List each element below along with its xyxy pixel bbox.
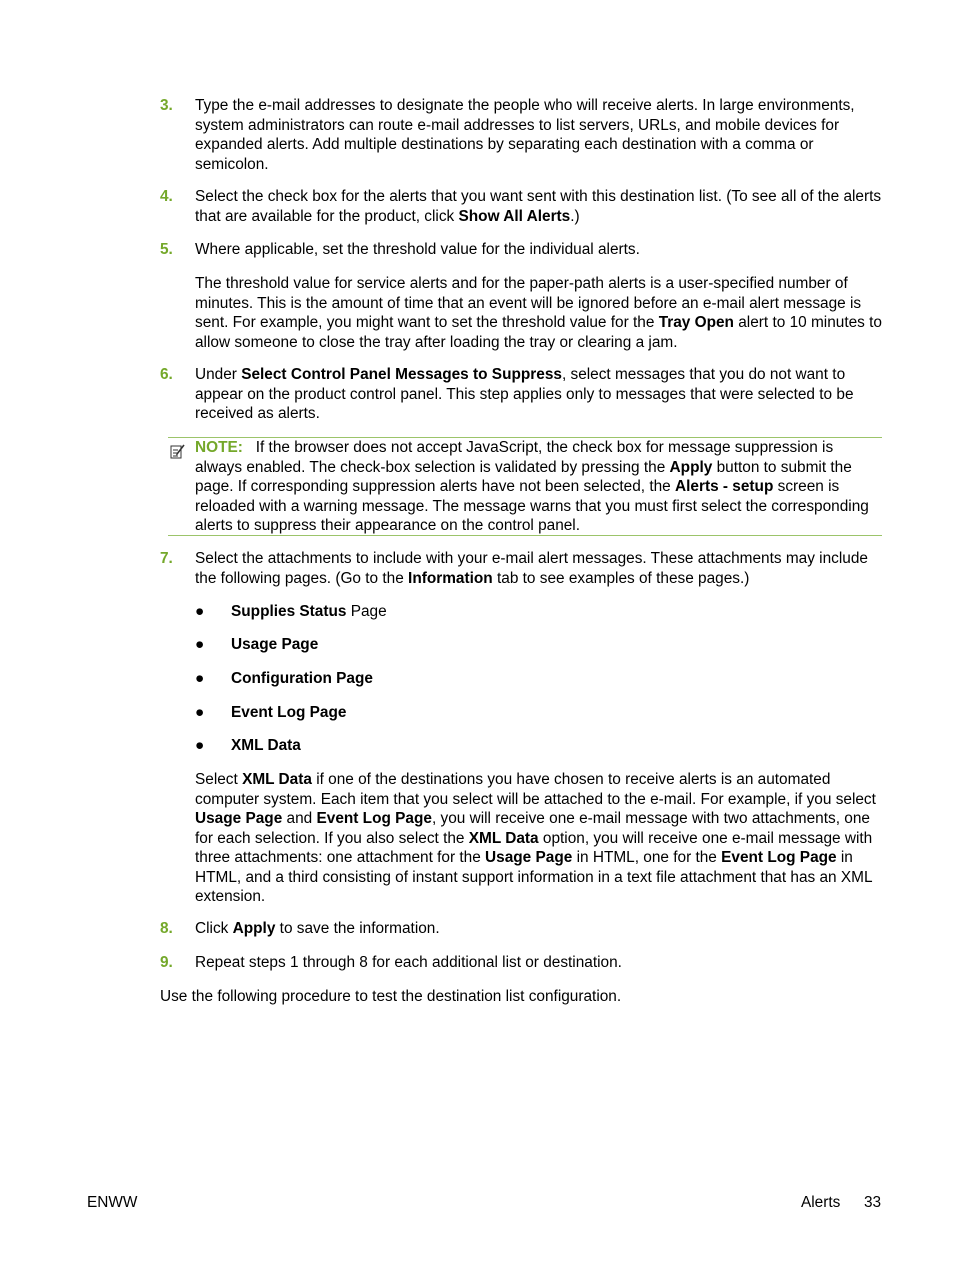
- bullet-glyph: ●: [195, 636, 205, 653]
- bullet-glyph: ●: [195, 670, 205, 687]
- step-text: Repeat steps 1 through 8 for each additional list or destination.: [195, 954, 622, 971]
- closing-paragraph: Use the following procedure to test the destination list configuration.: [160, 988, 622, 1005]
- step-text: Type the e-mail addresses to designate the people who will receive alerts. In large environments, system administrators can route e-mail addresses to list servers, URLs, and mobile devices for expanded alerts. Add multiple destinations by separating each destination with a comma or semicolon.: [195, 97, 855, 173]
- threshold-paragraph: The threshold value for service alerts and for the paper-path alerts is a user-specified number of minutes. This is the amount of time that an event will be ignored before an e-mail alert message is sent. For example, you might want to set the threshold value for the Tray Open alert to 10 minutes to allow someone to close the tray after loading the tray or clearing a jam.: [195, 275, 882, 351]
- attachments-paragraph: Select XML Data if one of the destinations you have chosen to receive alerts is an automated computer system. Each item that you select will be attached to the e-mail. For example, if you select Usage Page and Event Log Page, you will receive one e-mail message with two attachments, one for each selection. If you also select the XML Data option, you will receive one e-mail message with three attachments: one attachment for the Usage Page in HTML, one for the Event Log Page in HTML, and a third consisting of instant support information in a text file attachment that has an XML extension.: [195, 771, 876, 905]
- step-number: 7.: [160, 550, 173, 567]
- step-text: Under Select Control Panel Messages to Suppress, select messages that you do not want to appear on the product control panel. This step applies only to messages that were selected to be received as alerts.: [195, 366, 854, 422]
- step-number: 8.: [160, 920, 173, 937]
- step-number: 6.: [160, 366, 173, 383]
- ui-label-apply: Apply: [232, 920, 276, 937]
- bullet-glyph: ●: [195, 603, 205, 620]
- page-number: 33: [864, 1194, 882, 1211]
- note-text: NOTE: If the browser does not accept JavaScript, the check box for message suppression is always enabled. The check-box selection is validated by pressing the Apply button to submit the page. If corresponding suppression alerts have not been selected, the Alerts - setup screen is reloaded with a warning message. The message warns that you must first select the corresponding alerts to suppress their appearance on the control panel.: [195, 439, 869, 534]
- note-pencil-icon: [170, 443, 186, 459]
- step-number: 9.: [160, 954, 173, 971]
- step-text: Select the check box for the alerts that you want sent with this destination list. (To see all of the alerts that are available for the product, click Show All Alerts.): [195, 188, 882, 225]
- step-text: Where applicable, set the threshold value for the individual alerts.: [195, 241, 640, 258]
- note-box: [168, 437, 882, 536]
- footer-left: ENWW: [87, 1194, 138, 1211]
- ui-label-show-all-alerts: Show All Alerts: [458, 207, 571, 225]
- step-text: Click Apply to save the information.: [195, 920, 440, 937]
- step-number: 3.: [160, 97, 173, 114]
- bullet-glyph: ●: [195, 704, 205, 721]
- note-label: NOTE:: [195, 439, 243, 456]
- document-page: 3. Type the e-mail addresses to designate the people who will receive alerts. In large environments, system administrators can route e-mail addresses to list servers, URLs, and mobile devices for expanded alerts. Add multiple destinations by separating each destination with a comma or semicolon. 4. Select the check box for the alerts that you want sent with this destination list. (To see all of the alerts that are available for the product, click Show All Alerts.) 5. Where applicable, set the threshold value for the individual alerts. The threshold value for service alerts and for the paper-path alerts is a user-specified number of minutes. This is the amount of time that an event will be ignored before an e-mail alert message is sent. For example, you might want to set the threshold value for the Tray Open alert to 10 minutes to allow someone to close the tray after loading the tray or clearing a jam. 6. Under Select Control Panel Messages to Suppress, select messages that you do not want to appear on the product control panel. This step applies only to messages that were selected to be received as alerts. NOTE: If the browser does not accept JavaScript, the check box for message suppression is always enabled. The check-box selection is validated by pressing the Apply button to submit the page. If corresponding suppression alerts have not been selected, the Alerts - setup screen is reloaded with a warning message. The message warns that you must first select the corresponding alerts to suppress their appearance on the control panel. 7. Select the attachments to include with your e-mail alert messages. These attachments may include the following pages. (Go to the Information tab to see examples of these pages.) ● Supplies Status Page ● Usage Page ● Configuration Page ● Event Log Page ● XML Data Select XML Data if one of the destinations you have chosen to receive alerts is an automated computer system. Each item that you select will be attached to the e-mail. For example, if you select Usage Page and Event Log Page, you will receive one e-mail message with two attachments, one for each selection. If you also select the XML Data option, you will receive one e-mail message with three attachments: one attachment for the Usage Page in HTML, one for the Event Log Page in HTML, and a third consisting of instant support information in a text file attachment that has an XML extension. 8. Click Apply to save the information. 9. Repeat steps 1 through 8 for each additional list or destination. Use the following procedure to test the destination list configuration. ENWW Alerts 33: [87, 97, 882, 1211]
- step-number: 4.: [160, 188, 173, 205]
- step-number: 5.: [160, 241, 173, 258]
- footer-section: Alerts: [801, 1194, 841, 1211]
- step-text: Select the attachments to include with your e-mail alert messages. These attachments may include the following pages. (Go to the Information tab to see examples of these pages.): [195, 550, 868, 587]
- ui-label-information: Information: [408, 569, 493, 587]
- ui-label-tray-open: Tray Open: [658, 314, 734, 331]
- ui-label-suppress: Select Control Panel Messages to Suppress: [241, 366, 562, 383]
- bullet-glyph: ●: [195, 737, 205, 754]
